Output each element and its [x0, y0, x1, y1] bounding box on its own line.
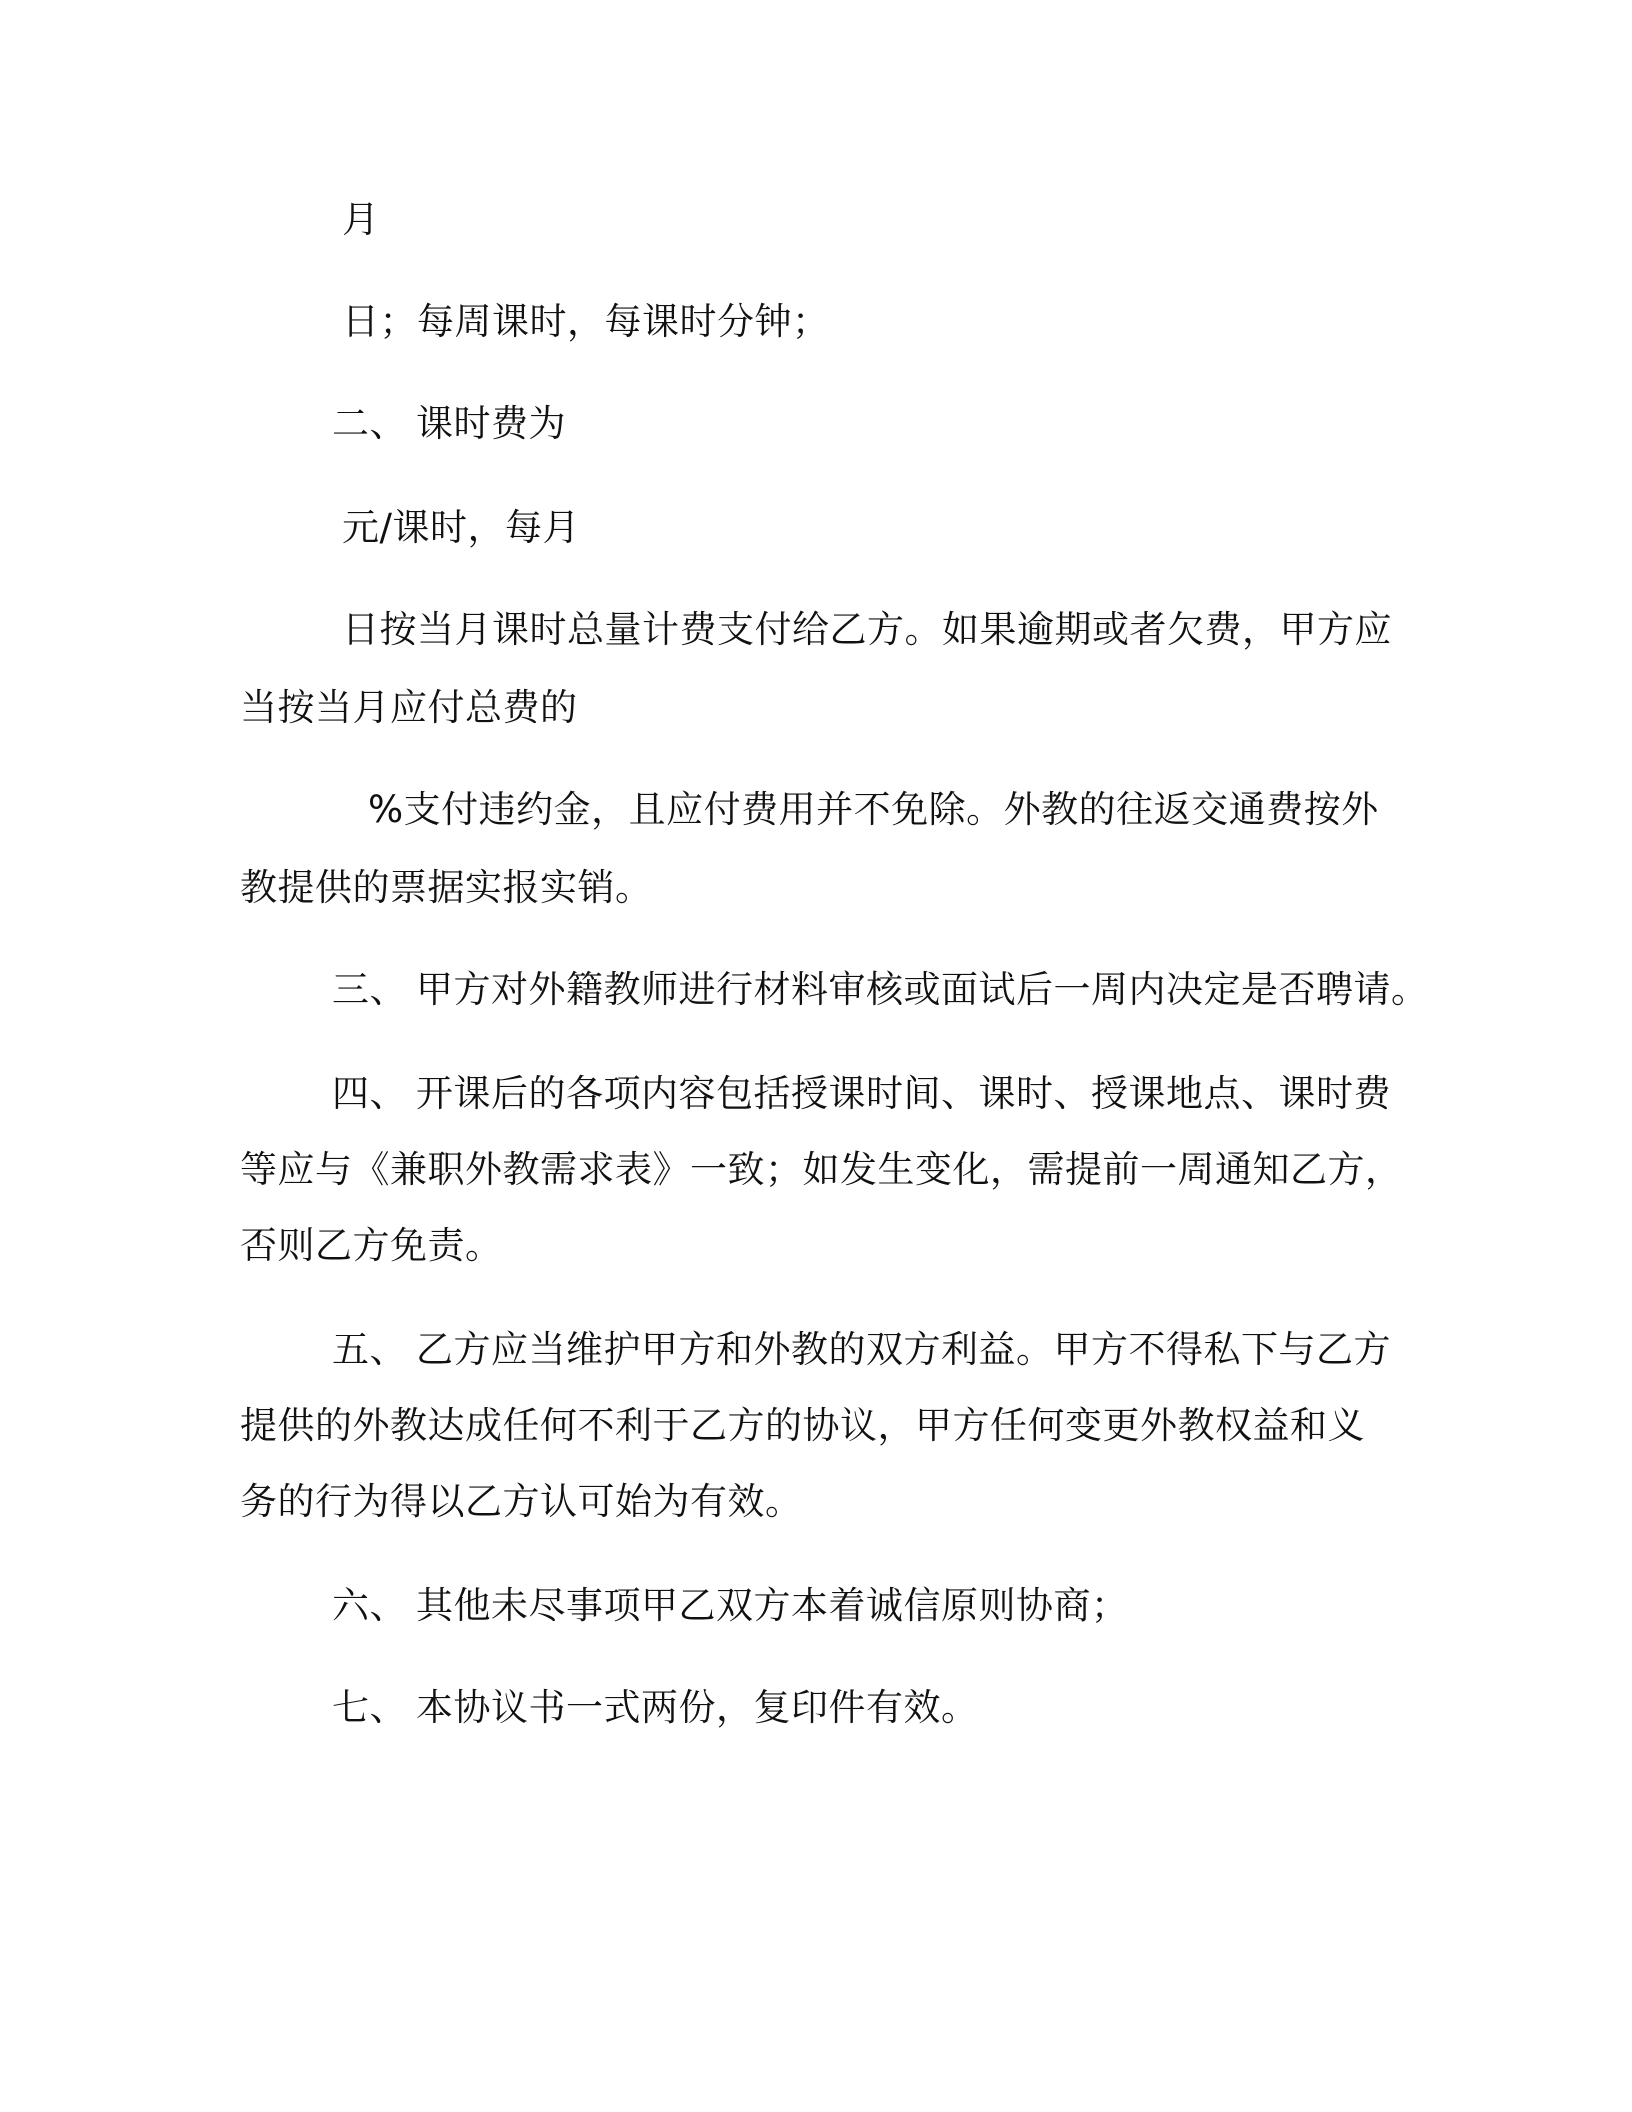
clause-7-text: 本协议书一式两份，复印件有效。	[416, 1686, 979, 1729]
clause-6-text: 其他未尽事项甲乙双方本着诚信原则协商；	[416, 1584, 1129, 1627]
clause-7	[332, 1684, 979, 1732]
line-payment: 日按当月课时总量计费支付给乙方。如果逾期或者欠费，甲方应	[342, 608, 1392, 651]
clause-5	[332, 1326, 1391, 1374]
clause-5-cont-1: 提供的外教达成任何不利于乙方的协议，甲方任何变更外教权益和义	[240, 1404, 1365, 1447]
line-fee-per-hour: 元/课时，每月	[342, 506, 580, 549]
clause-4-text: 开课后的各项内容包括授课时间、课时、授课地点、课时费	[416, 1072, 1391, 1115]
clause-3	[332, 966, 1429, 1014]
clause-5-cont-2: 务的行为得以乙方认可始为有效。	[240, 1480, 803, 1523]
clause-4-number: 四、	[332, 1072, 407, 1115]
clause-5-text: 乙方应当维护甲方和外教的双方利益。甲方不得私下与乙方	[416, 1328, 1391, 1371]
line-payment-cont: 当按当月应付总费的	[240, 686, 578, 729]
clause-7-number: 七、	[332, 1686, 407, 1729]
clause-6	[332, 1582, 1129, 1630]
clause-2-text: 课时费为	[416, 402, 566, 445]
line-penalty-cont: 教提供的票据实报实销。	[240, 866, 653, 909]
clause-3-text: 甲方对外籍教师进行材料审核或面试后一周内决定是否聘请。	[416, 968, 1429, 1011]
line-day-hours: 日；每周课时，每课时分钟；	[342, 300, 830, 343]
clause-4	[332, 1070, 1391, 1118]
clause-6-number: 六、	[332, 1584, 407, 1627]
line-month: 月	[342, 198, 380, 241]
clause-2-number: 二、	[332, 402, 407, 445]
line-penalty: %支付违约金，且应付费用并不免除。外教的往返交通费按外	[368, 788, 1379, 831]
clause-2-heading	[332, 400, 566, 448]
clause-4-cont-2: 否则乙方免责。	[240, 1224, 503, 1267]
clause-3-number: 三、	[332, 968, 407, 1011]
clause-5-number: 五、	[332, 1328, 407, 1371]
clause-4-cont-1: 等应与《兼职外教需求表》一致；如发生变化，需提前一周通知乙方，	[240, 1148, 1403, 1191]
